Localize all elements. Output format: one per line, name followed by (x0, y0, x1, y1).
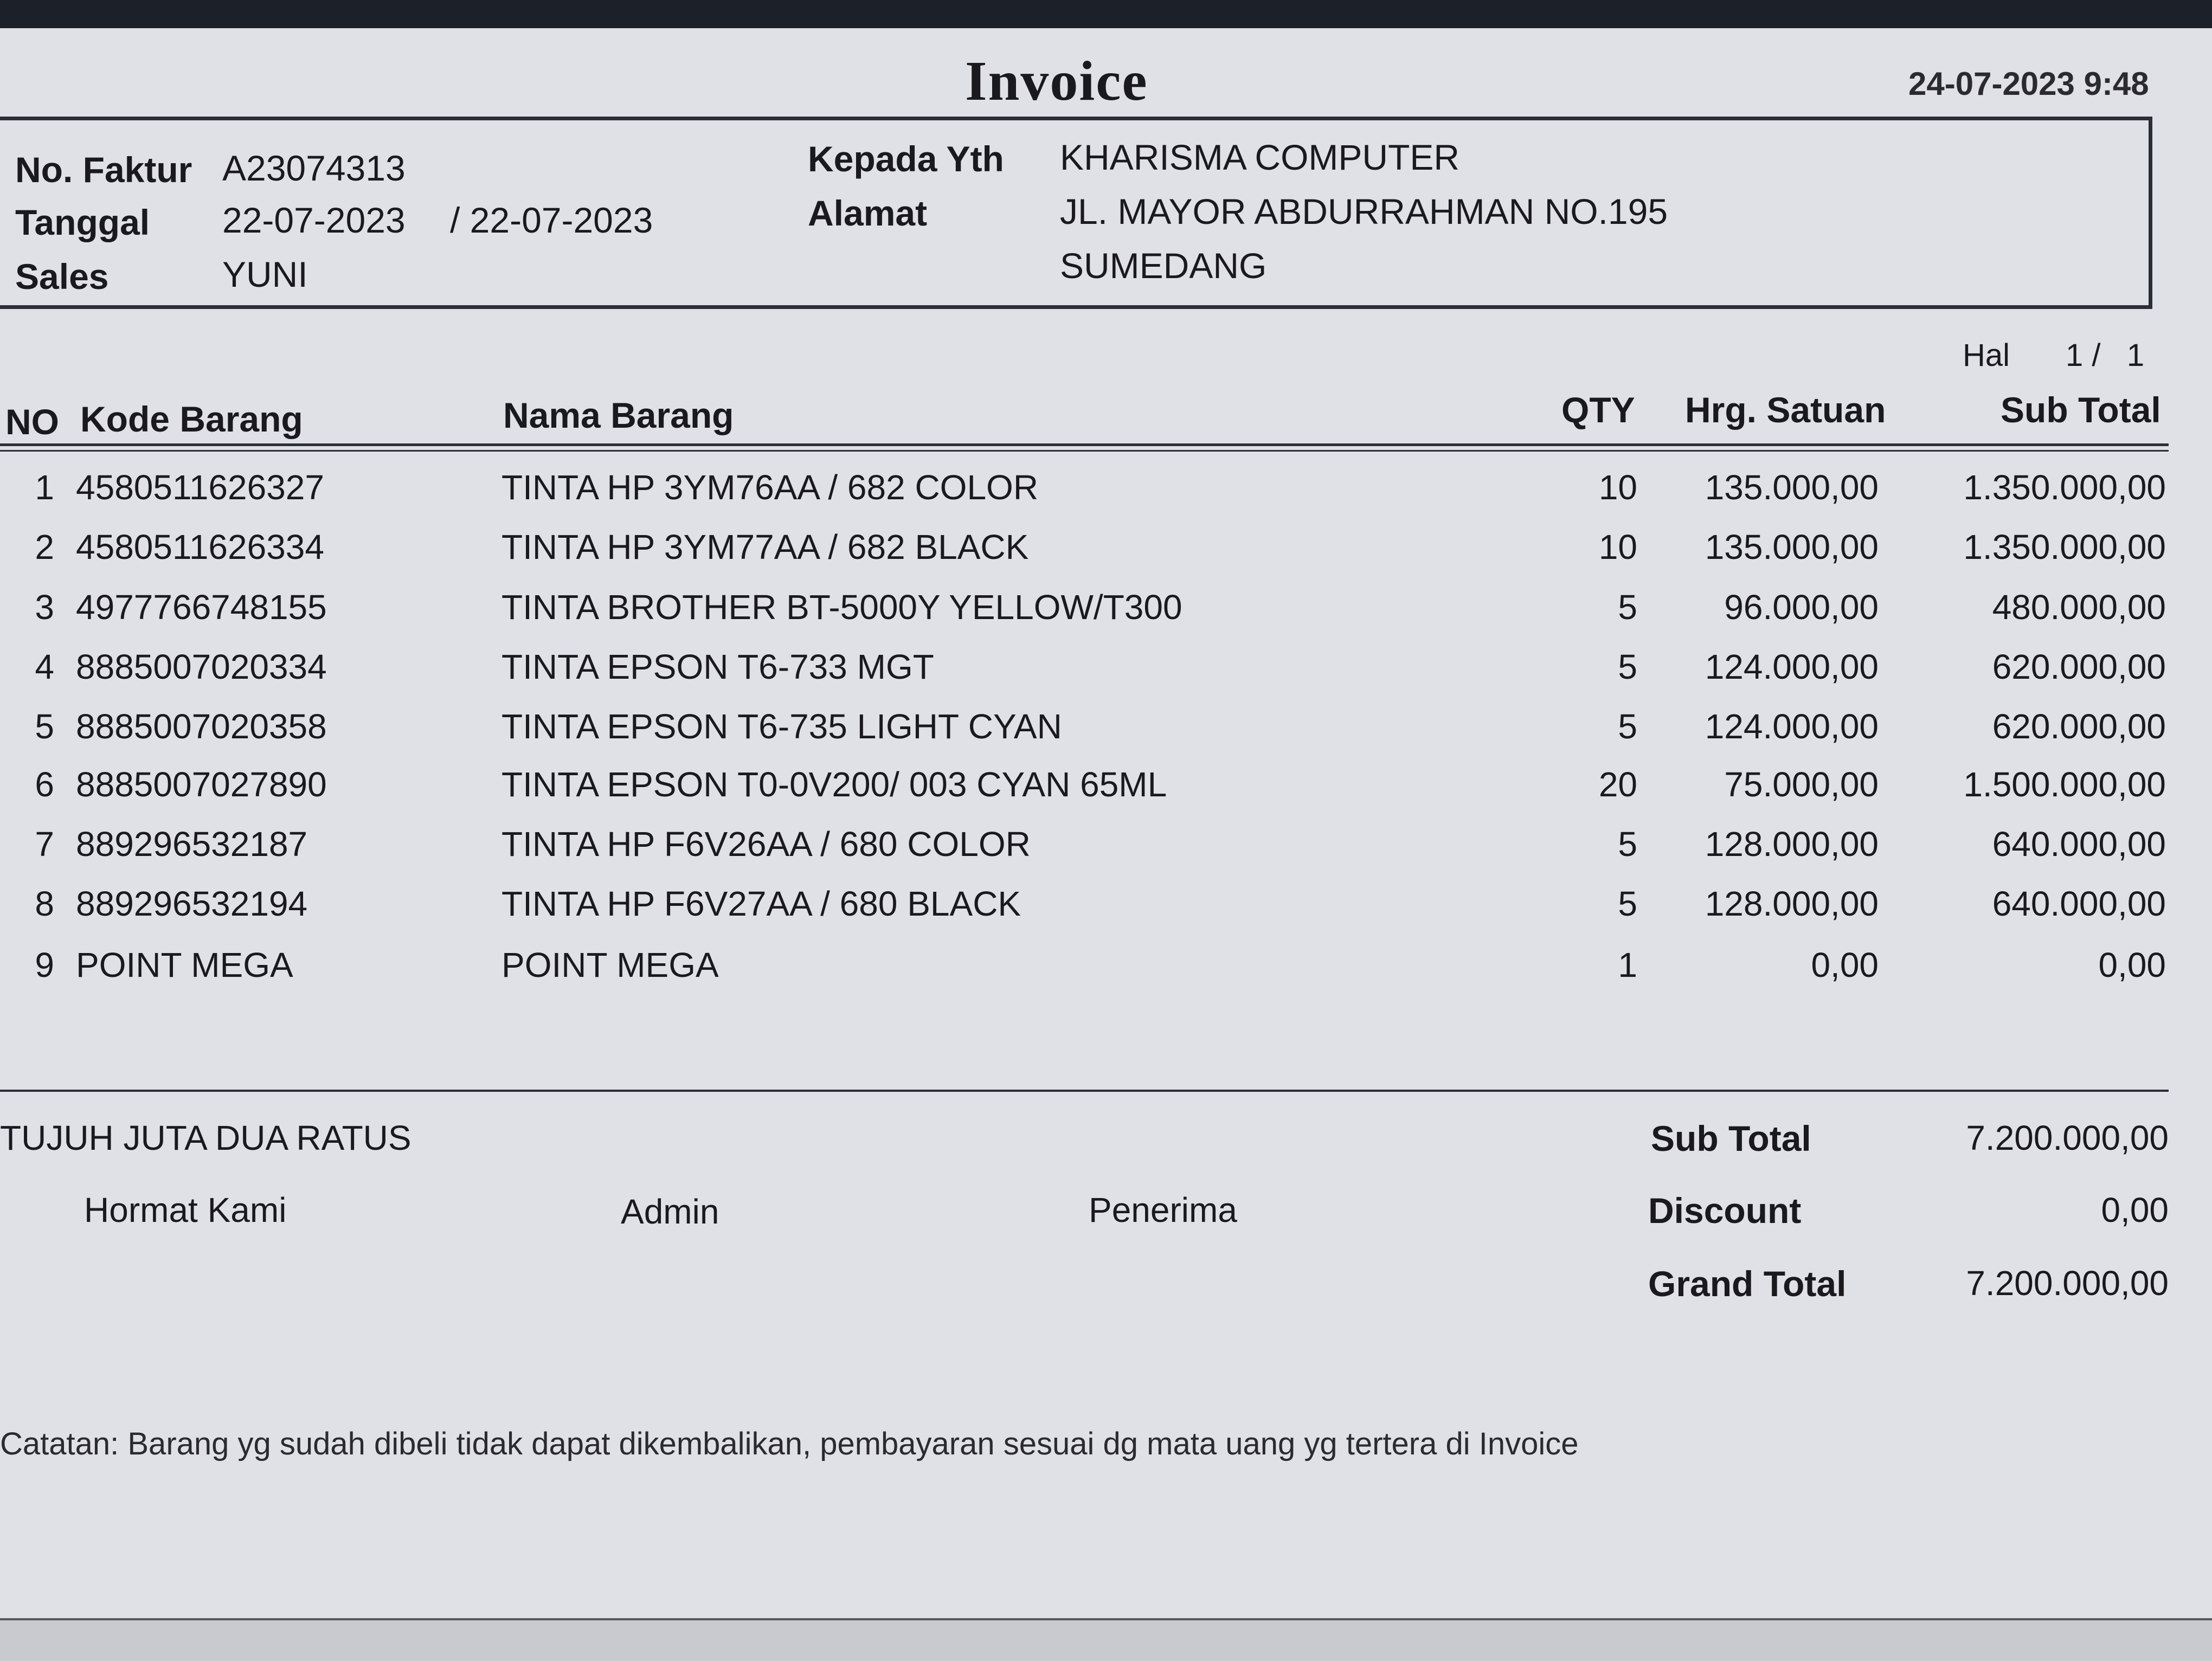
cell-harga: 124.000,00 (1705, 647, 1879, 686)
cell-nama: TINTA BROTHER BT-5000Y YELLOW/T300 (501, 588, 1182, 627)
cell-kode: POINT MEGA (76, 945, 293, 984)
cell-nama: TINTA EPSON T6-733 MGT (501, 647, 934, 686)
col-header-qty: QTY (1561, 390, 1635, 430)
cell-harga: 75.000,00 (1724, 765, 1879, 804)
table-row (0, 647, 2212, 706)
cell-harga: 135.000,00 (1705, 527, 1879, 566)
alamat-label: Alamat (808, 193, 928, 233)
alamat-line-1: JL. MAYOR ABDURRAHMAN NO.195 (1060, 191, 1668, 231)
cell-no: 4 (35, 647, 54, 686)
cell-qty: 5 (1618, 825, 1637, 864)
cell-subtotal: 620.000,00 (1992, 707, 2166, 746)
cell-qty: 5 (1618, 884, 1637, 923)
cell-nama: TINTA HP F6V27AA / 680 BLACK (501, 884, 1021, 923)
summary-subtotal-label: Sub Total (1651, 1118, 1811, 1158)
cell-nama: POINT MEGA (501, 945, 719, 984)
table-row (0, 945, 2212, 1005)
cell-no: 6 (35, 765, 54, 804)
summary-discount-label: Discount (1648, 1190, 1802, 1231)
top-bar (0, 0, 2212, 28)
cell-kode: 4977766748155 (76, 588, 327, 627)
invoice-title: Invoice (965, 50, 1148, 112)
cell-no: 8 (35, 884, 54, 923)
table-row (0, 884, 2212, 943)
signature-penerima: Penerima (1089, 1190, 1237, 1229)
table-row (0, 587, 2212, 647)
summary-grandtotal-value: 7.200.000,00 (1966, 1264, 2169, 1303)
table-row (0, 824, 2212, 884)
no-faktur-value: A23074313 (222, 148, 406, 188)
col-header-no: NO (5, 402, 59, 442)
cell-kode: 4580511626327 (76, 468, 324, 507)
tanggal-label: Tanggal (15, 202, 150, 242)
signature-admin: Admin (621, 1192, 719, 1231)
table-header-rule (0, 443, 2169, 446)
table-header-rule-2 (0, 450, 2169, 452)
cell-qty: 5 (1618, 707, 1637, 746)
cell-qty: 5 (1618, 647, 1637, 686)
cell-nama: TINTA EPSON T6-735 LIGHT CYAN (501, 707, 1062, 746)
cell-subtotal: 1.350.000,00 (1963, 468, 2166, 507)
cell-no: 9 (35, 945, 54, 984)
cell-kode: 8885007020334 (76, 647, 327, 686)
kepada-label: Kepada Yth (808, 139, 1004, 179)
summary-grandtotal-label: Grand Total (1648, 1264, 1847, 1304)
cell-nama: TINTA HP 3YM77AA / 682 BLACK (501, 527, 1029, 566)
page-number: 1 / 1 (2066, 338, 2145, 373)
col-header-harga: Hrg. Satuan (1685, 390, 1886, 430)
summary-subtotal-value: 7.200.000,00 (1966, 1118, 2169, 1157)
cell-kode: 889296532194 (76, 884, 308, 923)
cell-harga: 0,00 (1811, 945, 1879, 984)
cell-no: 2 (35, 527, 54, 566)
cell-qty: 10 (1598, 468, 1637, 507)
terbilang-text: TUJUH JUTA DUA RATUS (0, 1118, 411, 1157)
cell-kode: 8885007027890 (76, 765, 327, 804)
cell-qty: 20 (1598, 765, 1637, 804)
printed-datetime: 24-07-2023 9:48 (1908, 66, 2149, 102)
table-row (0, 706, 2212, 766)
cell-nama: TINTA HP F6V26AA / 680 COLOR (501, 825, 1031, 864)
cell-subtotal: 640.000,00 (1992, 825, 2166, 864)
cell-harga: 124.000,00 (1705, 707, 1879, 746)
kepada-value: KHARISMA COMPUTER (1060, 137, 1460, 177)
alamat-line-2: SUMEDANG (1060, 246, 1267, 286)
cell-no: 3 (35, 588, 54, 627)
cell-subtotal: 1.500.000,00 (1963, 765, 2166, 804)
cell-no: 7 (35, 825, 54, 864)
cell-harga: 135.000,00 (1705, 468, 1879, 507)
cell-kode: 4580511626334 (76, 527, 324, 566)
bottom-band (0, 1618, 2212, 1661)
col-header-nama: Nama Barang (503, 395, 734, 435)
sales-label: Sales (15, 256, 109, 297)
cell-subtotal: 480.000,00 (1992, 588, 2166, 627)
summary-discount-value: 0,00 (2101, 1190, 2169, 1229)
table-row (0, 527, 2212, 587)
no-faktur-label: No. Faktur (15, 150, 192, 190)
cell-kode: 889296532187 (76, 825, 308, 864)
catatan-note: Catatan: Barang yg sudah dibeli tidak dapat dikembalikan, pembayaran sesuai dg mata uang yg tertera di Invoice (0, 1426, 1579, 1462)
tanggal-value: 22-07-2023 (222, 200, 406, 240)
cell-harga: 128.000,00 (1705, 825, 1879, 864)
cell-qty: 5 (1618, 588, 1637, 627)
cell-subtotal: 0,00 (2098, 945, 2166, 984)
table-bottom-rule (0, 1090, 2169, 1092)
cell-nama: TINTA EPSON T0-0V200/ 003 CYAN 65ML (501, 765, 1167, 804)
cell-nama: TINTA HP 3YM76AA / 682 COLOR (501, 468, 1039, 507)
cell-kode: 8885007020358 (76, 707, 327, 746)
cell-no: 5 (35, 707, 54, 746)
sales-value: YUNI (222, 254, 308, 294)
cell-qty: 1 (1618, 945, 1637, 984)
cell-subtotal: 1.350.000,00 (1963, 527, 2166, 566)
cell-no: 1 (35, 468, 54, 507)
tanggal-value-2: / 22-07-2023 (450, 200, 653, 240)
table-row (0, 467, 2212, 527)
table-row (0, 764, 2212, 824)
cell-harga: 96.000,00 (1724, 588, 1879, 627)
col-header-subtotal: Sub Total (2001, 390, 2161, 430)
page-label: Hal (1963, 338, 2010, 373)
cell-qty: 10 (1598, 527, 1637, 566)
col-header-kode: Kode Barang (80, 399, 303, 439)
cell-harga: 128.000,00 (1705, 884, 1879, 923)
signature-hormat-kami: Hormat Kami (84, 1190, 287, 1229)
cell-subtotal: 620.000,00 (1992, 647, 2166, 686)
cell-subtotal: 640.000,00 (1992, 884, 2166, 923)
